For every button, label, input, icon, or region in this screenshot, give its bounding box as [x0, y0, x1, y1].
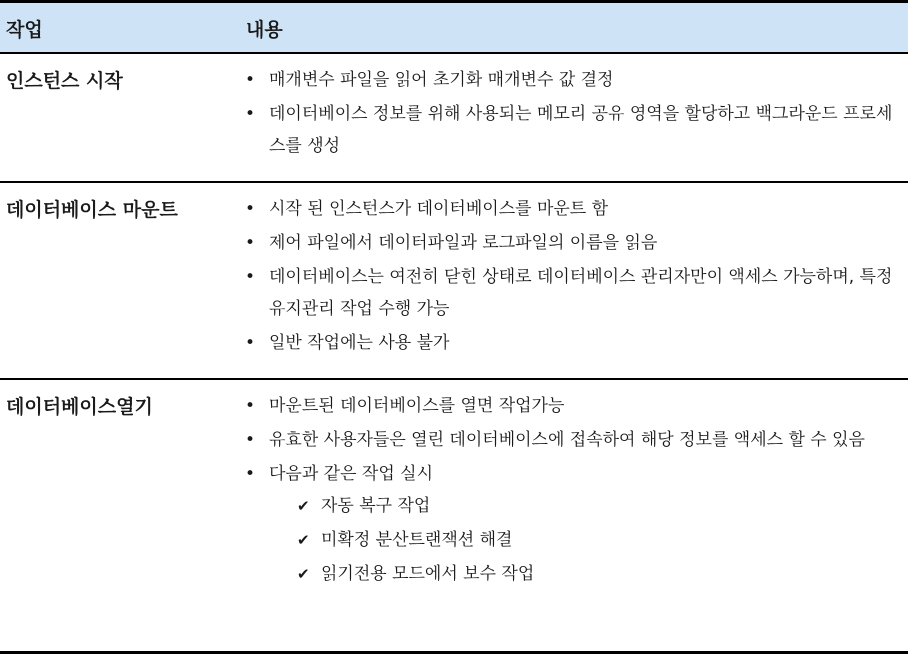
task-label: 데이터베이스 마운트	[6, 199, 178, 221]
table-row-instance-start	[0, 54, 908, 183]
list-item	[243, 458, 898, 590]
list-item: • 데이터베이스 정보를 위해 사용되는 메모리 공유 영역을 할당하고 백그라운드 프로세스를 생성	[243, 98, 898, 162]
sub-list	[269, 490, 898, 590]
list-item: • 제어 파일에서 데이터파일과 로그파일의 이름을 읽음	[243, 227, 898, 259]
task-label: 인스턴스 시작	[6, 70, 123, 92]
table-bottom-border	[0, 651, 908, 654]
check-icon: ✔	[297, 565, 310, 583]
list-item: • 데이터베이스는 여전히 닫힌 상태로 데이터베이스 관리자만이 액세스 가능하며, 특정 유지관리 작업 수행 가능	[243, 261, 898, 325]
table-row-database-open	[0, 380, 908, 655]
list-item: • 시작 된 인스턴스가 데이터베이스를 마운트 함	[243, 193, 898, 225]
content-list	[243, 64, 898, 164]
sub-list-item	[297, 490, 898, 522]
sub-list-item	[297, 524, 898, 556]
list-item: • 유효한 사용자들은 열린 데이터베이스에 접속하여 해당 정보를 액세스 할 수 있음	[243, 424, 898, 456]
header-content: 내용	[246, 19, 283, 41]
list-item: • 마운트된 데이터베이스를 열면 작업가능	[243, 390, 898, 422]
content-list	[243, 193, 898, 361]
sub-list-item-label: 미확정 분산트랜잭션 해결	[321, 530, 513, 550]
table-row-database-mount	[0, 183, 908, 380]
table-header	[0, 0, 908, 54]
list-item-text: 다음과 같은 작업 실시	[269, 464, 434, 484]
list-item: • 일반 작업에는 사용 불가	[243, 327, 898, 359]
list-item: • 매개변수 파일을 읽어 초기화 매개변수 값 결정	[243, 64, 898, 96]
sub-list-item-label: 읽기전용 모드에서 보수 작업	[321, 564, 535, 584]
header-task: 작업	[6, 19, 43, 41]
sub-list-item-label: 자동 복구 작업	[321, 496, 431, 516]
check-icon: ✔	[297, 497, 310, 515]
check-icon: ✔	[297, 531, 310, 549]
task-label: 데이터베이스열기	[6, 396, 153, 418]
content-list	[243, 390, 898, 592]
sub-list-item	[297, 558, 898, 590]
